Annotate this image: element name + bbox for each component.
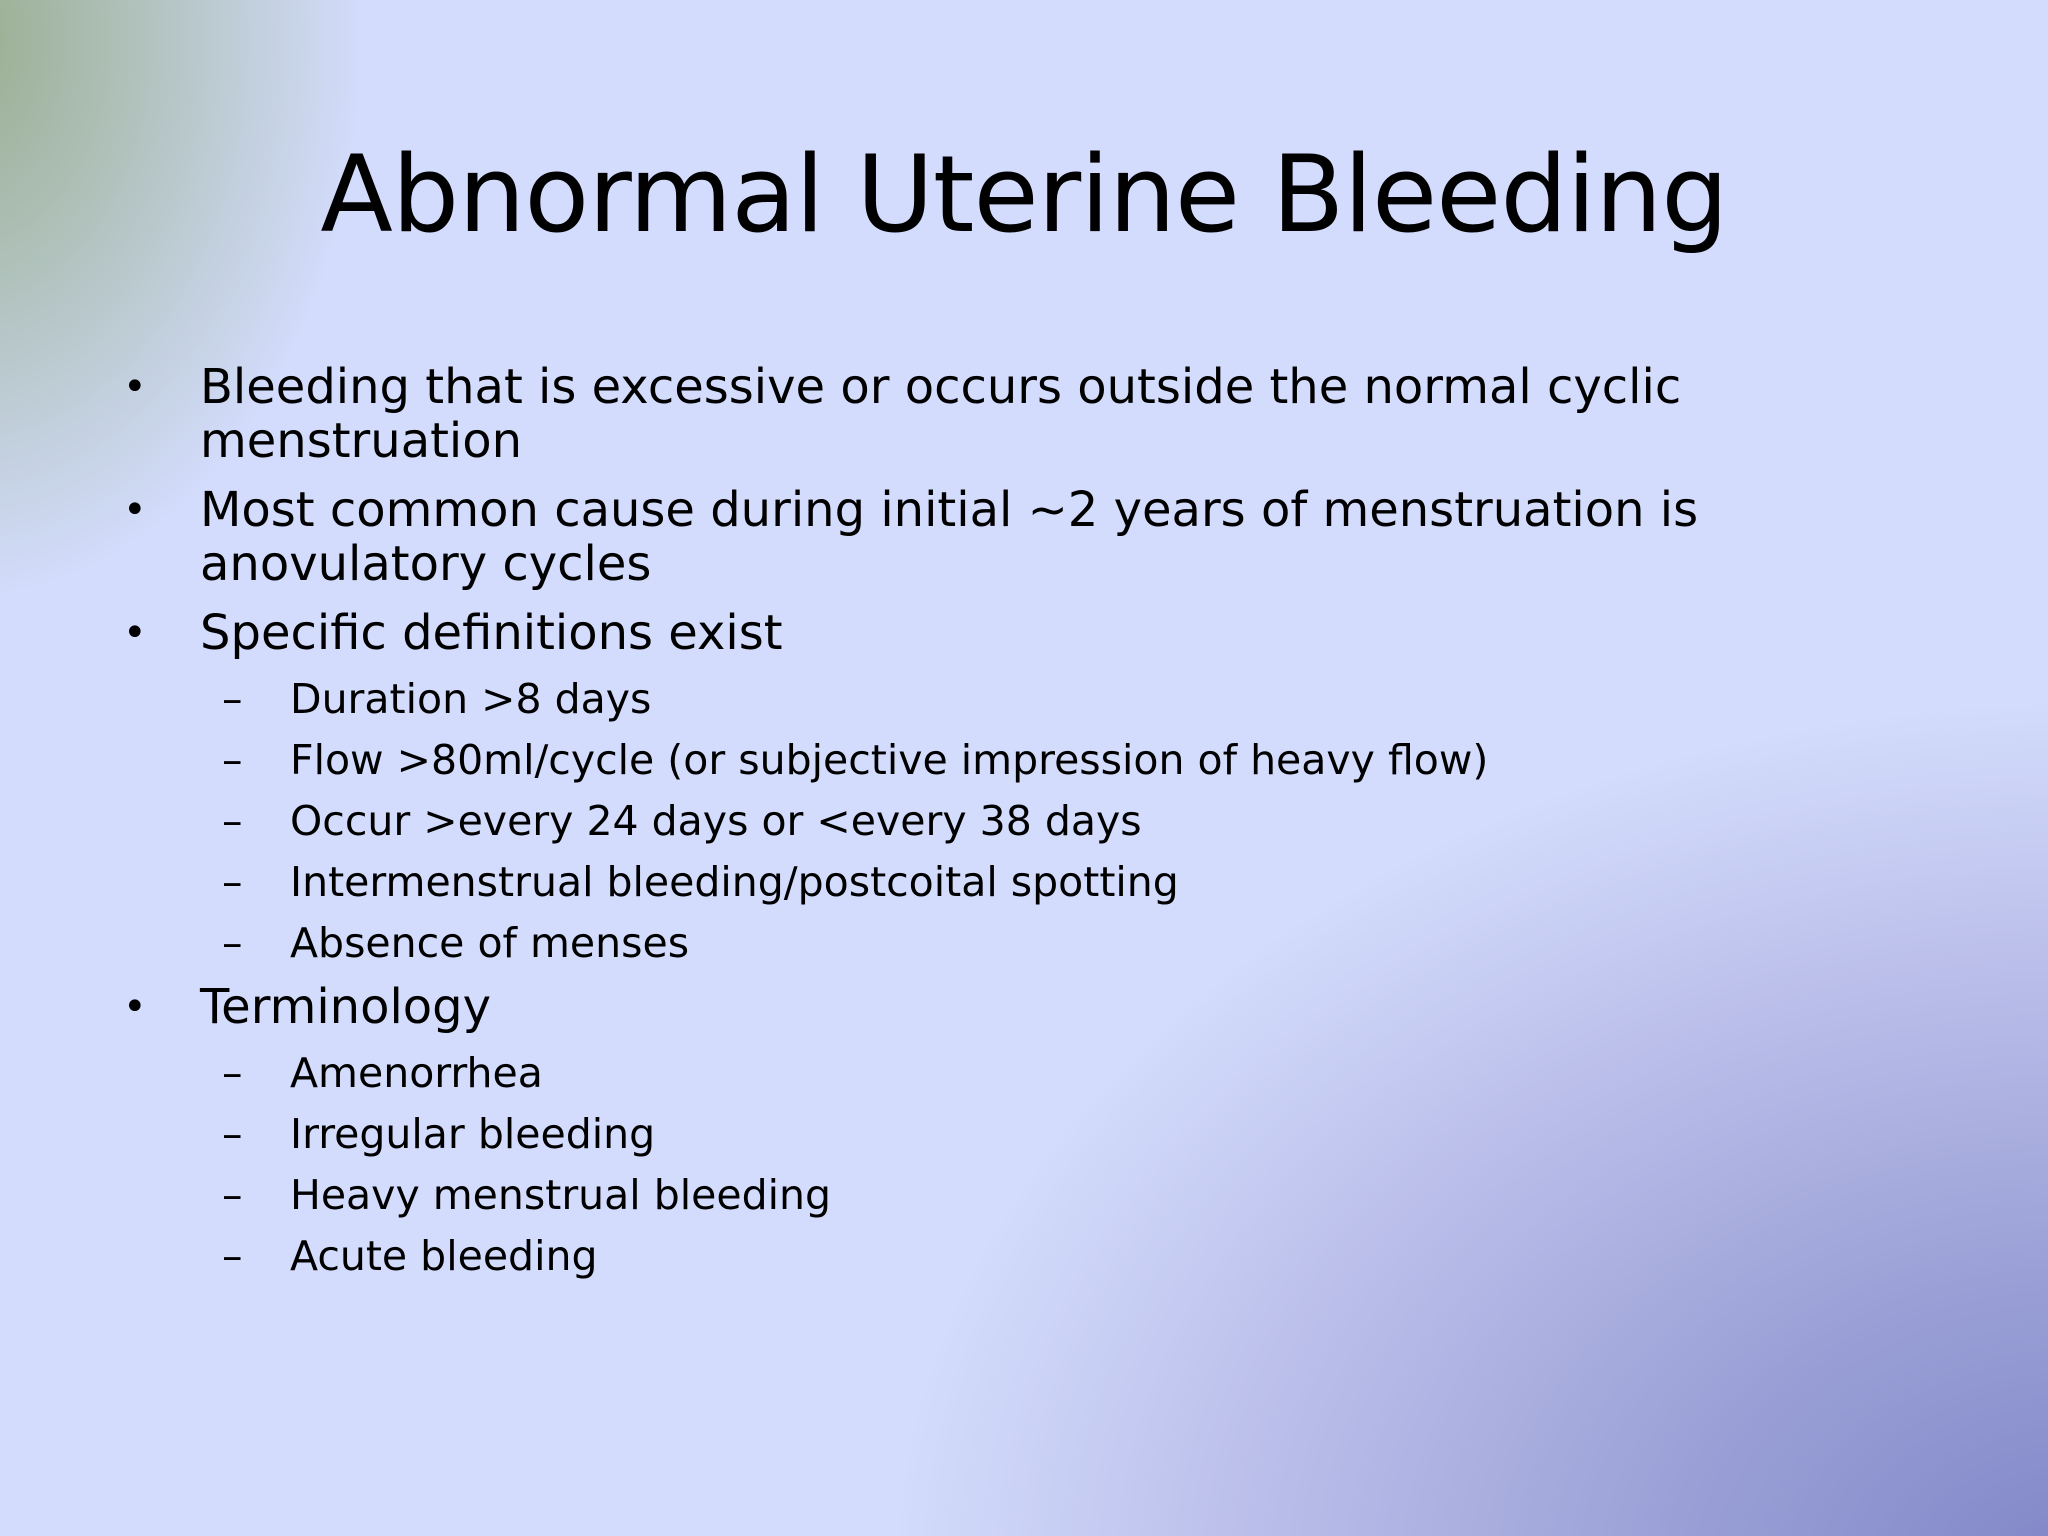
dash-marker: –	[222, 1232, 243, 1280]
bullet-marker: •	[123, 487, 147, 533]
sub-item	[118, 736, 1938, 784]
bullet-item	[118, 360, 1938, 468]
bullet-item	[118, 606, 1938, 660]
sub-item	[118, 858, 1938, 906]
sub-text: Heavy menstrual bleeding	[290, 1171, 832, 1219]
bullet-list	[118, 360, 1938, 1293]
sub-text: Acute bleeding	[290, 1232, 598, 1280]
dash-marker: –	[222, 919, 243, 967]
sub-item	[118, 919, 1938, 967]
bullet-marker: •	[123, 364, 147, 410]
dash-marker: –	[222, 736, 243, 784]
sub-text: Irregular bleeding	[290, 1110, 656, 1158]
dash-marker: –	[222, 797, 243, 845]
bullet-text: Terminology	[200, 979, 492, 1035]
sub-item	[118, 1171, 1938, 1219]
sub-item	[118, 1110, 1938, 1158]
sub-item	[118, 797, 1938, 845]
sub-item	[118, 1232, 1938, 1280]
sub-text: Flow >80ml/cycle (or subjective impression of heavy flow)	[290, 736, 1489, 784]
sub-text: Duration >8 days	[290, 675, 652, 723]
sub-item	[118, 1049, 1938, 1097]
sub-text: Amenorrhea	[290, 1049, 543, 1097]
sub-list-terminology	[118, 1049, 1938, 1280]
bullet-marker: •	[123, 610, 147, 656]
dash-marker: –	[222, 1049, 243, 1097]
dash-marker: –	[222, 858, 243, 906]
sub-list-definitions	[118, 675, 1938, 967]
bullet-text: Most common cause during initial ~2 years of menstruation is anovulatory cycles	[200, 482, 1699, 592]
sub-text: Occur >every 24 days or <every 38 days	[290, 797, 1142, 845]
sub-text: Intermenstrual bleeding/postcoital spotting	[290, 858, 1179, 906]
sub-item	[118, 675, 1938, 723]
sub-text: Absence of menses	[290, 919, 690, 967]
bullet-marker: •	[123, 984, 147, 1030]
slide-title: Abnormal Uterine Bleeding	[320, 133, 1728, 256]
bullet-text: Bleeding that is excessive or occurs outside the normal cyclic menstruation	[200, 359, 1682, 469]
dash-marker: –	[222, 675, 243, 723]
bullet-text: Specific definitions exist	[200, 605, 783, 661]
dash-marker: –	[222, 1110, 243, 1158]
bullet-item	[118, 980, 1938, 1034]
bullet-item	[118, 483, 1938, 591]
dash-marker: –	[222, 1171, 243, 1219]
